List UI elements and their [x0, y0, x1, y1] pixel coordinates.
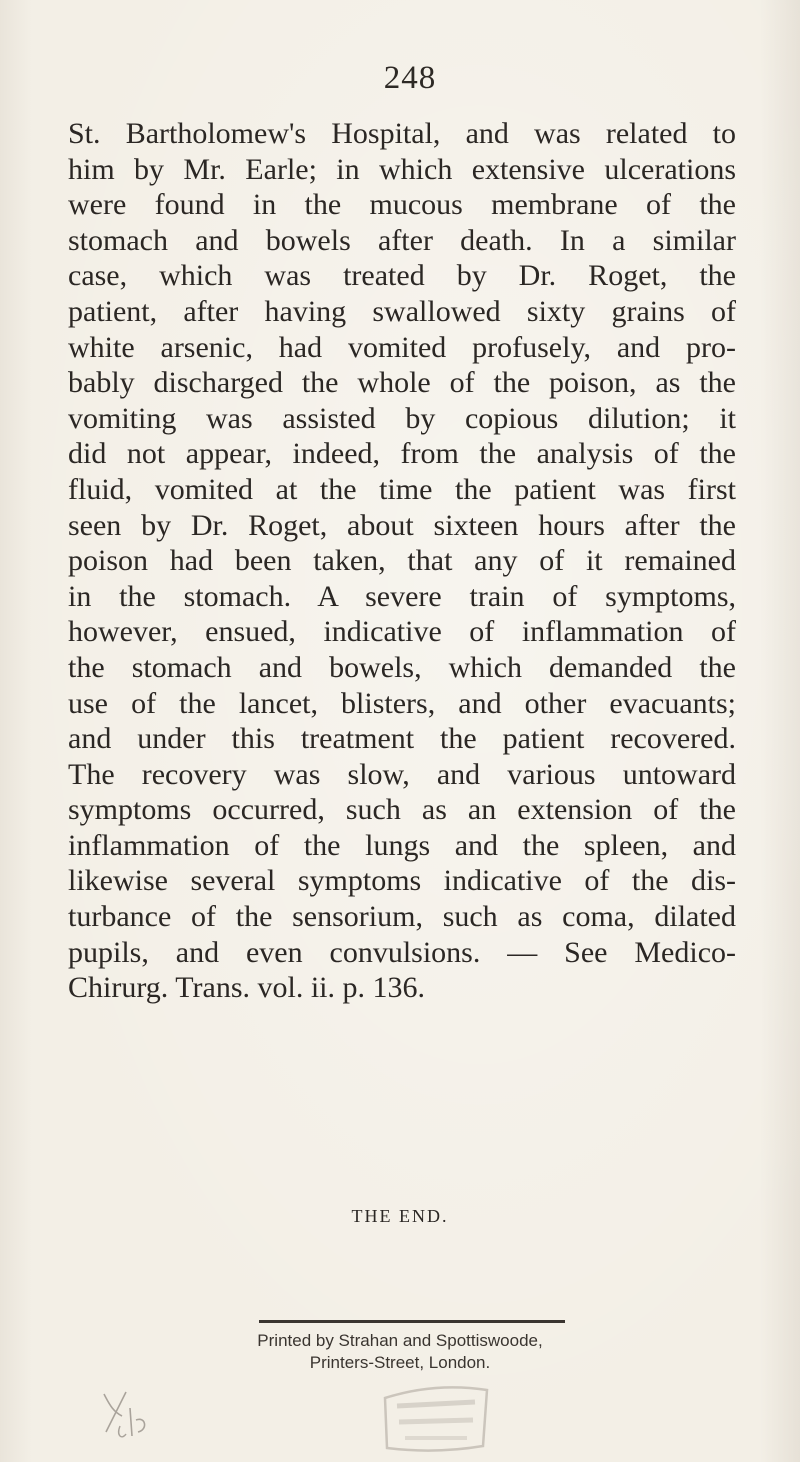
text-line: in the stomach. A severe train of symptoms, — [68, 579, 736, 613]
handwritten-shelfmark-icon — [96, 1386, 156, 1446]
text-line: likewise several symptoms indicative of the dis- — [68, 864, 736, 898]
text-line: The recovery was slow, and various untoward — [68, 757, 736, 791]
text-line: inflammation of the lungs and the spleen, and — [68, 828, 736, 862]
text-line: case, which was treated by Dr. Roget, the — [68, 259, 736, 293]
text-line: him by Mr. Earle; in which extensive ulcerations — [68, 152, 736, 186]
text-line: use of the lancet, blisters, and other evacuants; — [68, 686, 736, 720]
text-line: pupils, and even convulsions. — See Medico- — [68, 935, 736, 969]
text-line: white arsenic, had vomited profusely, and pro- — [68, 330, 736, 364]
text-line: poison had been taken, that any of it remained — [68, 544, 736, 578]
printer-imprint — [0, 1330, 800, 1374]
text-line: patient, after having swallowed sixty grains of — [68, 294, 736, 328]
text-line: bably discharged the whole of the poison, as the — [68, 366, 736, 400]
text-line: did not appear, indeed, from the analysis of the — [68, 437, 736, 471]
text-line: were found in the mucous membrane of the — [68, 188, 736, 222]
text-line: St. Bartholomew's Hospital, and was related to — [68, 117, 736, 150]
the-end-heading: THE END. — [351, 1206, 449, 1226]
body-text — [68, 116, 736, 1006]
text-line: the stomach and bowels, which demanded the — [68, 650, 736, 684]
text-line: vomiting was assisted by copious dilution; it — [68, 401, 736, 435]
text-line: fluid, vomited at the time the patient was first — [68, 472, 736, 506]
text-line: Chirurg. Trans. vol. ii. p. 136. — [68, 971, 425, 1005]
imprint-line-2: Printers-Street, London. — [309, 1353, 491, 1372]
text-line: however, ensued, indicative of inflammation of — [68, 615, 736, 649]
text-line: turbance of the sensorium, such as coma, dilated — [68, 900, 736, 934]
text-line: and under this treatment the patient recovered. — [68, 722, 736, 756]
text-line: seen by Dr. Roget, about sixteen hours after the — [68, 508, 736, 542]
page-number: 248 — [383, 60, 437, 96]
library-stamp-icon — [375, 1376, 495, 1456]
imprint-rule — [259, 1320, 565, 1323]
text-line: stomach and bowels after death. In a similar — [68, 223, 736, 257]
imprint-line-1: Printed by Strahan and Spottiswoode, — [257, 1331, 543, 1350]
text-line: symptoms occurred, such as an extension of the — [68, 793, 736, 827]
